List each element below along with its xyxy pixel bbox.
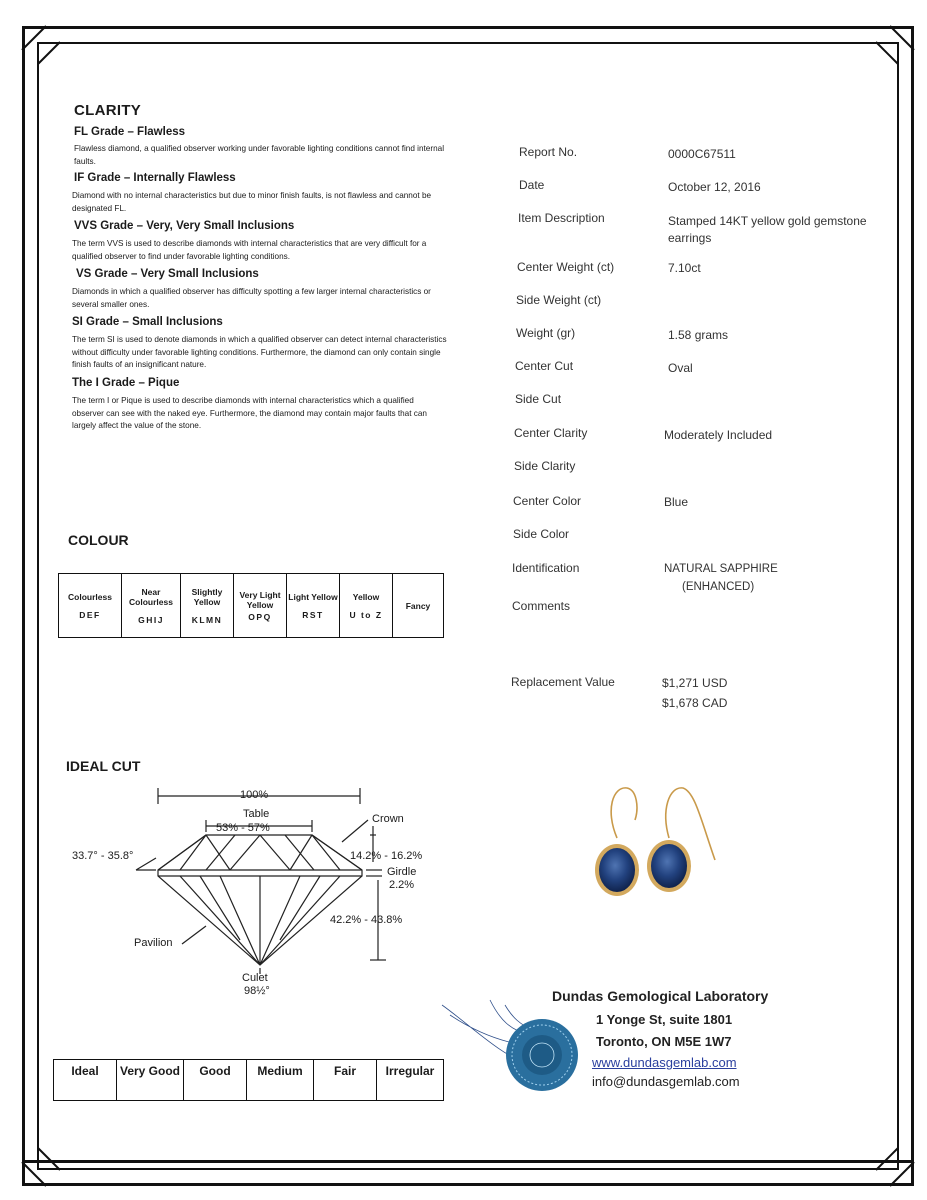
- report-value-center-weight: 7.10ct: [668, 261, 701, 275]
- colour-title: COLOUR: [68, 532, 129, 548]
- report-label-side-color: Side Color: [513, 527, 570, 541]
- report-label-center-color: Center Color: [513, 494, 582, 508]
- colour-scale-table: [58, 573, 444, 638]
- lab-address-line1: 1 Yonge St, suite 1801: [596, 1012, 733, 1027]
- grade-heading-si: SI Grade – Small Inclusions: [72, 316, 223, 328]
- colour-cell-colourless: [59, 574, 122, 638]
- grade-heading-vs: VS Grade – Very Small Inclusions: [76, 268, 259, 280]
- colour-label: Very Light Yellow: [239, 589, 281, 610]
- lab-name: Dundas Gemological Laboratory: [552, 988, 769, 1004]
- left-sapphire: [599, 848, 635, 892]
- grade-heading-i: The I Grade – Pique: [72, 377, 180, 389]
- table-label: Table: [243, 808, 270, 820]
- crown-label: Crown: [372, 813, 404, 825]
- report-label-weight-gr: Weight (gr): [516, 326, 576, 340]
- replacement-value-usd: $1,271 USD: [662, 676, 728, 690]
- grade-text-if: Diamond with no internal characteristics but due to minor finish faults, is not flawless and cannot be designated FL.: [72, 191, 432, 213]
- pavilion-depth-label: 42.2% - 43.8%: [330, 914, 403, 926]
- report-value-report-no: 0000C67511: [668, 147, 736, 161]
- grade-heading-vvs: VVS Grade – Very, Very Small Inclusions: [74, 220, 295, 232]
- report-value-weight-gr: 1.58 grams: [668, 328, 729, 342]
- earrings-photo: [575, 780, 725, 910]
- cut-grade-medium: Medium: [247, 1060, 314, 1101]
- report-label-side-cut: Side Cut: [515, 392, 562, 406]
- report-value-identification: NATURAL SAPPHIRE: [664, 563, 778, 575]
- report-value-item-description: Stamped 14KT yellow gold gemstone earrings: [668, 214, 867, 245]
- colour-label: Light Yellow: [288, 591, 338, 602]
- report-value-date: October 12, 2016: [668, 180, 761, 194]
- colour-letters: KLMN: [191, 614, 223, 625]
- culet-label: Culet: [242, 972, 268, 984]
- report-label-center-weight: Center Weight (ct): [517, 260, 615, 274]
- cut-grade-very-good: Very Good: [117, 1060, 184, 1101]
- lab-website-link[interactable]: www.dundasgemlab.com: [592, 1055, 737, 1070]
- right-sapphire: [651, 844, 687, 888]
- colour-cell-yellow: [340, 574, 393, 638]
- report-label-side-weight: Side Weight (ct): [516, 293, 602, 307]
- lab-address-line2: Toronto, ON M5E 1W7: [596, 1034, 732, 1049]
- lab-email[interactable]: info@dundasgemlab.com: [592, 1074, 740, 1089]
- grade-text-vvs: The term VVS is used to describe diamonds with internal characteristics that are very difficult for a qualified observer to find under favorable lighting conditions.: [72, 239, 427, 261]
- report-label-item-description: Item Description: [518, 211, 605, 225]
- colour-cell-light-yellow: [287, 574, 340, 638]
- ideal-cut-title: IDEAL CUT: [66, 758, 141, 774]
- report-label-report-no: Report No.: [519, 145, 578, 159]
- report-label-side-clarity: Side Clarity: [514, 459, 576, 473]
- grade-text-i: The term I or Pique is used to describe diamonds with internal characteristics which a qualified observer can see with the naked eye. Furthermore, the diamond may contain major faults that can largely affect the value of the stone.: [72, 396, 427, 430]
- report-value-center-clarity: Moderately Included: [664, 428, 773, 442]
- colour-cell-very-light-yellow: [234, 574, 287, 638]
- cut-grade-irregular: Irregular: [377, 1060, 444, 1101]
- cut-grade-table: [53, 1059, 444, 1101]
- report-value-center-color: Blue: [664, 495, 689, 509]
- grade-text-fl: Flawless diamond, a qualified observer working under favorable lighting conditions cannot find internal faults.: [74, 144, 445, 166]
- colour-label: Yellow: [352, 591, 380, 602]
- girdle-value-label: 2.2%: [389, 879, 415, 891]
- report-label-date: Date: [519, 178, 545, 192]
- culet-value-label: 98½°: [244, 985, 270, 997]
- table-range-label: 53% - 57%: [216, 822, 270, 834]
- cut-grade-ideal: Ideal: [54, 1060, 117, 1101]
- colour-letters: GHIJ: [138, 614, 164, 625]
- cut-grade-fair: Fair: [314, 1060, 377, 1101]
- colour-letters: DEF: [79, 609, 101, 620]
- bottom-rule: [22, 1160, 914, 1163]
- crown-height-label: 14.2% - 16.2%: [350, 850, 423, 862]
- grade-heading-fl: FL Grade – Flawless: [74, 126, 186, 138]
- lab-seal-signature: [440, 995, 600, 1100]
- colour-letters: RST: [302, 609, 324, 620]
- grade-text-si: The term SI is used to denote diamonds in which a qualified observer can detect internal characteristics without difficulty under favorable lighting conditions. Furthermore, the diamond can only contain single finish faults of an insignificant nature.: [72, 335, 447, 369]
- colour-letters: U to Z: [349, 609, 383, 620]
- colour-label: Near Colourless: [129, 586, 173, 607]
- crown-angle-label: 33.7° - 35.8°: [72, 850, 134, 862]
- colour-letters: OPQ: [248, 611, 272, 622]
- grade-text-vs: Diamonds in which a qualified observer has difficulty spotting a few larger internal characteristics or several smaller ones.: [72, 287, 431, 309]
- colour-label: Slightly Yellow: [191, 586, 223, 607]
- girdle-label: Girdle: [387, 866, 417, 878]
- report-label-center-cut: Center Cut: [515, 359, 574, 373]
- report-label-comments: Comments: [512, 599, 571, 613]
- colour-cell-near-colourless: [122, 574, 181, 638]
- colour-cell-fancy: [393, 574, 444, 638]
- cut-grade-good: Good: [184, 1060, 247, 1101]
- grade-heading-if: IF Grade – Internally Flawless: [74, 172, 236, 184]
- clarity-title: CLARITY: [74, 102, 142, 119]
- replacement-value-label: Replacement Value: [511, 675, 615, 689]
- report-label-center-clarity: Center Clarity: [514, 426, 588, 440]
- colour-label: Fancy: [405, 600, 431, 611]
- pavilion-label: Pavilion: [134, 937, 173, 949]
- replacement-value-cad: $1,678 CAD: [662, 696, 728, 710]
- report-identification-note: (ENHANCED): [682, 581, 755, 593]
- width-label: 100%: [240, 789, 269, 801]
- colour-label: Colourless: [68, 591, 112, 602]
- report-value-center-cut: Oval: [668, 361, 693, 375]
- report-label-identification: Identification: [512, 561, 580, 575]
- colour-cell-slightly-yellow: [181, 574, 234, 638]
